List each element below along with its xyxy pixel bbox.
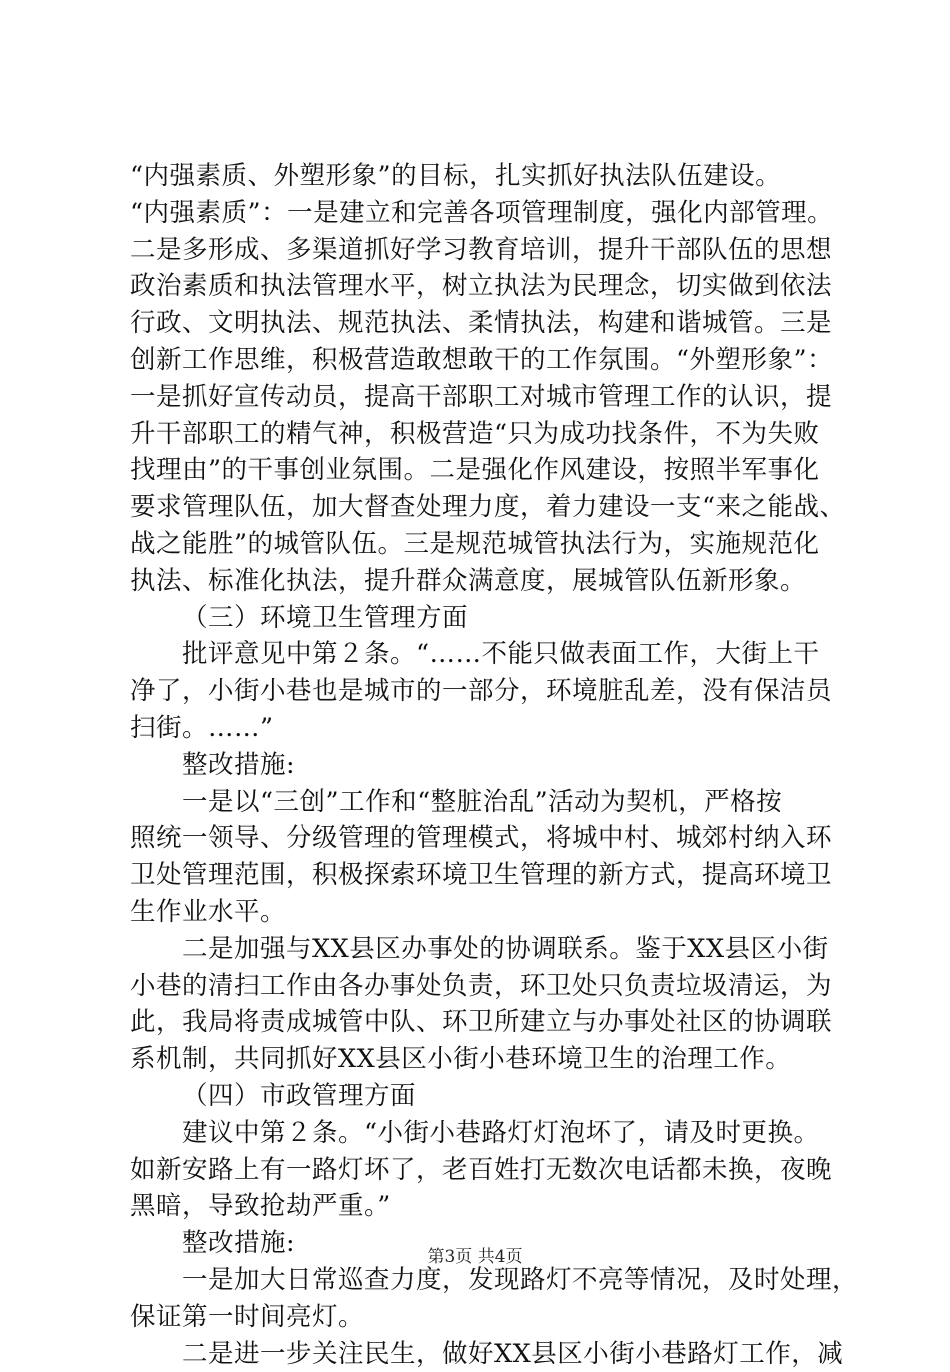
text-line: （三）环境卫生管理方面 xyxy=(130,600,830,637)
text-line: 扫街。……” xyxy=(130,710,830,747)
text-line: 要求管理队伍，加大督查处理力度，着力建设一支“来之能战、 xyxy=(130,489,830,526)
text-line: 此，我局将责成城管中队、环卫所建立与办事处社区的协调联 xyxy=(130,1004,830,1041)
text-line: 整改措施: xyxy=(130,747,830,784)
document-body xyxy=(130,158,830,1372)
text-line: 一是抓好宣传动员，提高干部职工对城市管理工作的认识，提 xyxy=(130,379,830,416)
text-line: 保证第一时间亮灯。 xyxy=(130,1299,830,1336)
text-line: 二是多形成、多渠道抓好学习教育培训，提升干部队伍的思想 xyxy=(130,232,830,269)
text-line: 如新安路上有一路灯坏了，老百姓打无数次电话都未换，夜晚 xyxy=(130,1152,830,1189)
text-line: 照统一领导、分级管理的管理模式，将城中村、城郊村纳入环 xyxy=(130,820,830,857)
text-line: 战之能胜”的城管队伍。三是规范城管执法行为，实施规范化 xyxy=(130,526,830,563)
text-line: “内强素质、外塑形象”的目标，扎实抓好执法队伍建设。 xyxy=(130,158,830,195)
text-line: 建议中第２条。“小街小巷路灯灯泡坏了，请及时更换。 xyxy=(130,1115,830,1152)
text-line: 一是加大日常巡查力度，发现路灯不亮等情况，及时处理， xyxy=(130,1262,830,1299)
text-line: 生作业水平。 xyxy=(130,894,830,931)
text-line: 行政、文明执法、规范执法、柔情执法，构建和谐城管。三是 xyxy=(130,305,830,342)
text-line: 升干部职工的精气神，积极营造“只为成功找条件，不为失败 xyxy=(130,416,830,453)
text-line: 黑暗，导致抢劫严重。” xyxy=(130,1188,830,1225)
text-line: 二是加强与XX县区办事处的协调联系。鉴于XX县区小街 xyxy=(130,931,830,968)
text-line: 批评意见中第２条。“……不能只做表面工作，大街上干 xyxy=(130,636,830,673)
text-line: 小巷的清扫工作由各办事处负责，环卫处只负责垃圾清运，为 xyxy=(130,968,830,1005)
text-line: 净了，小街小巷也是城市的一部分，环境脏乱差，没有保洁员 xyxy=(130,673,830,710)
text-line: 创新工作思维，积极营造敢想敢干的工作氛围。“外塑形象”： xyxy=(130,342,830,379)
text-line: 卫处管理范围，积极探索环境卫生管理的新方式，提高环境卫 xyxy=(130,857,830,894)
text-line: 政治素质和执法管理水平，树立执法为民理念，切实做到依法 xyxy=(130,268,830,305)
page-footer: 第3页 共4页 xyxy=(0,1242,950,1267)
text-line: 执法、标准化执法，提升群众满意度，展城管队伍新形象。 xyxy=(130,563,830,600)
text-line: 系机制，共同抓好XX县区小街小巷环境卫生的治理工作。 xyxy=(130,1041,830,1078)
text-line: 一是以“三创”工作和“整脏治乱”活动为契机，严格按 xyxy=(130,784,830,821)
text-line: 找理由”的干事创业氛围。二是强化作风建设，按照半军事化 xyxy=(130,452,830,489)
text-line: （四）市政管理方面 xyxy=(130,1078,830,1115)
text-line: 整改措施: xyxy=(130,1225,830,1262)
text-line: “内强素质”：一是建立和完善各项管理制度，强化内部管理。 xyxy=(130,195,830,232)
text-line: 二是进一步关注民生，做好XX县区小街小巷路灯工作，减 xyxy=(130,1336,830,1372)
